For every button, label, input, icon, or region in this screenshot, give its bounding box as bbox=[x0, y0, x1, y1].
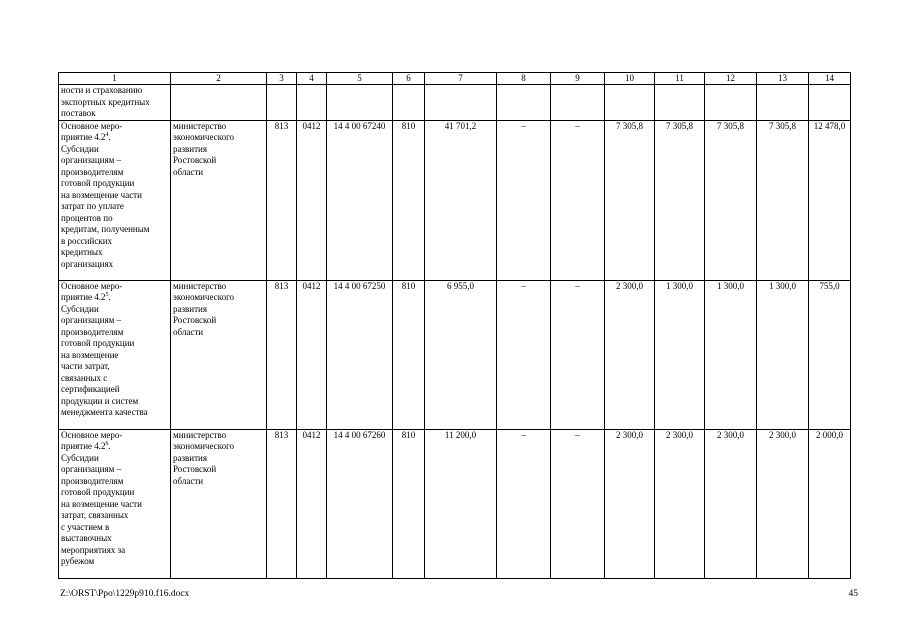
table-cell: 2 000,0 bbox=[809, 429, 851, 578]
table-cell bbox=[757, 85, 809, 121]
table-cell: 2 300,0 bbox=[705, 429, 757, 578]
table-cell bbox=[605, 85, 655, 121]
table-row bbox=[59, 280, 851, 429]
table-cell bbox=[705, 85, 757, 121]
header-cell: 10 bbox=[605, 73, 655, 85]
document-path: Z:\ORST\Ppo\1229p910.f16.docx bbox=[60, 589, 190, 599]
table-cell: – bbox=[497, 280, 551, 429]
table-cell: 0412 bbox=[297, 280, 327, 429]
header-cell: 11 bbox=[655, 73, 705, 85]
table-cell bbox=[267, 85, 297, 121]
table-cell bbox=[809, 85, 851, 121]
table-cell: 2 300,0 bbox=[655, 429, 705, 578]
footnote-marker: 5 bbox=[105, 292, 109, 298]
header-cell: 4 bbox=[297, 73, 327, 85]
header-cell: 13 bbox=[757, 73, 809, 85]
table-cell bbox=[425, 85, 497, 121]
responsible-executor: министерство экономического развития Ростовской области bbox=[171, 429, 267, 578]
table-cell: 6 955,0 bbox=[425, 280, 497, 429]
responsible-executor: министерство экономического развития Ростовской области bbox=[171, 120, 267, 280]
header-row bbox=[59, 73, 851, 85]
table-cell: – bbox=[551, 120, 605, 280]
table-cell bbox=[297, 85, 327, 121]
table-cell: 7 305,8 bbox=[605, 120, 655, 280]
header-cell: 2 bbox=[171, 73, 267, 85]
table-cell: 7 305,8 bbox=[705, 120, 757, 280]
table-cell: 810 bbox=[393, 280, 425, 429]
table-cell bbox=[497, 85, 551, 121]
footnote-marker: 6 bbox=[105, 441, 109, 447]
table-cell: 1 300,0 bbox=[705, 280, 757, 429]
budget-table bbox=[58, 72, 851, 579]
table-row bbox=[59, 120, 851, 280]
table-cell: 14 4 00 67250 bbox=[327, 280, 393, 429]
measure-description: ности и страхованию экспортных кредитных поставок bbox=[59, 85, 171, 121]
header-cell: 9 bbox=[551, 73, 605, 85]
table-cell: – bbox=[551, 429, 605, 578]
table-cell: 2 300,0 bbox=[605, 429, 655, 578]
footnote-marker: 4 bbox=[105, 132, 109, 138]
header-cell: 8 bbox=[497, 73, 551, 85]
table-cell bbox=[655, 85, 705, 121]
table-cell: 7 305,8 bbox=[757, 120, 809, 280]
measure-description bbox=[59, 120, 171, 280]
header-cell: 14 bbox=[809, 73, 851, 85]
table-cell: 2 300,0 bbox=[605, 280, 655, 429]
table-cell: 810 bbox=[393, 120, 425, 280]
table-cell: – bbox=[551, 280, 605, 429]
measure-title: Основное меро- приятие 4.2 bbox=[61, 120, 123, 142]
table-cell: 12 478,0 bbox=[809, 120, 851, 280]
measure-text: . Субсидии организациям – производителям готовой продукции на возмещение части затрат, связанных с сертификацией продукции и систем менеджмента качества bbox=[61, 292, 148, 417]
table-row bbox=[59, 85, 851, 121]
header-cell: 3 bbox=[267, 73, 297, 85]
table-cell bbox=[327, 85, 393, 121]
header-cell: 1 bbox=[59, 73, 171, 85]
header-cell: 12 bbox=[705, 73, 757, 85]
table-cell: 41 701,2 bbox=[425, 120, 497, 280]
table-cell: 813 bbox=[267, 429, 297, 578]
table-cell: 7 305,8 bbox=[655, 120, 705, 280]
table-cell: 2 300,0 bbox=[757, 429, 809, 578]
table-cell: 1 300,0 bbox=[757, 280, 809, 429]
table-cell bbox=[551, 85, 605, 121]
header-cell: 5 bbox=[327, 73, 393, 85]
table-cell bbox=[393, 85, 425, 121]
table-cell: 1 300,0 bbox=[655, 280, 705, 429]
table-cell: 14 4 00 67240 bbox=[327, 120, 393, 280]
measure-title: Основное меро- приятие 4.2 bbox=[61, 429, 123, 451]
measure-description bbox=[59, 429, 171, 578]
table-cell: 0412 bbox=[297, 120, 327, 280]
table-cell: 755,0 bbox=[809, 280, 851, 429]
measure-title: Основное меро- приятие 4.2 bbox=[61, 280, 123, 302]
header-cell: 7 bbox=[425, 73, 497, 85]
measure-text: . Субсидии организациям – производителям готовой продукции на возмещение части затрат, связанных с участием в выставочных мероприятиях за рубежом bbox=[61, 441, 142, 566]
table-cell: 813 bbox=[267, 120, 297, 280]
table-cell: 14 4 00 67260 bbox=[327, 429, 393, 578]
measure-text: . Субсидии организациям – производителям готовой продукции на возмещение части затрат по уплате процентов по кредитам, полученным в российских кредитных организациях bbox=[61, 132, 150, 269]
table-cell: 11 200,0 bbox=[425, 429, 497, 578]
table-row bbox=[59, 429, 851, 578]
table-cell: 810 bbox=[393, 429, 425, 578]
table-cell: – bbox=[497, 429, 551, 578]
table-cell bbox=[171, 85, 267, 121]
measure-description bbox=[59, 280, 171, 429]
table-cell: – bbox=[497, 120, 551, 280]
table-cell: 0412 bbox=[297, 429, 327, 578]
table-cell: 813 bbox=[267, 280, 297, 429]
page-number: 45 bbox=[848, 589, 858, 599]
responsible-executor: министерство экономического развития Ростовской области bbox=[171, 280, 267, 429]
header-cell: 6 bbox=[393, 73, 425, 85]
